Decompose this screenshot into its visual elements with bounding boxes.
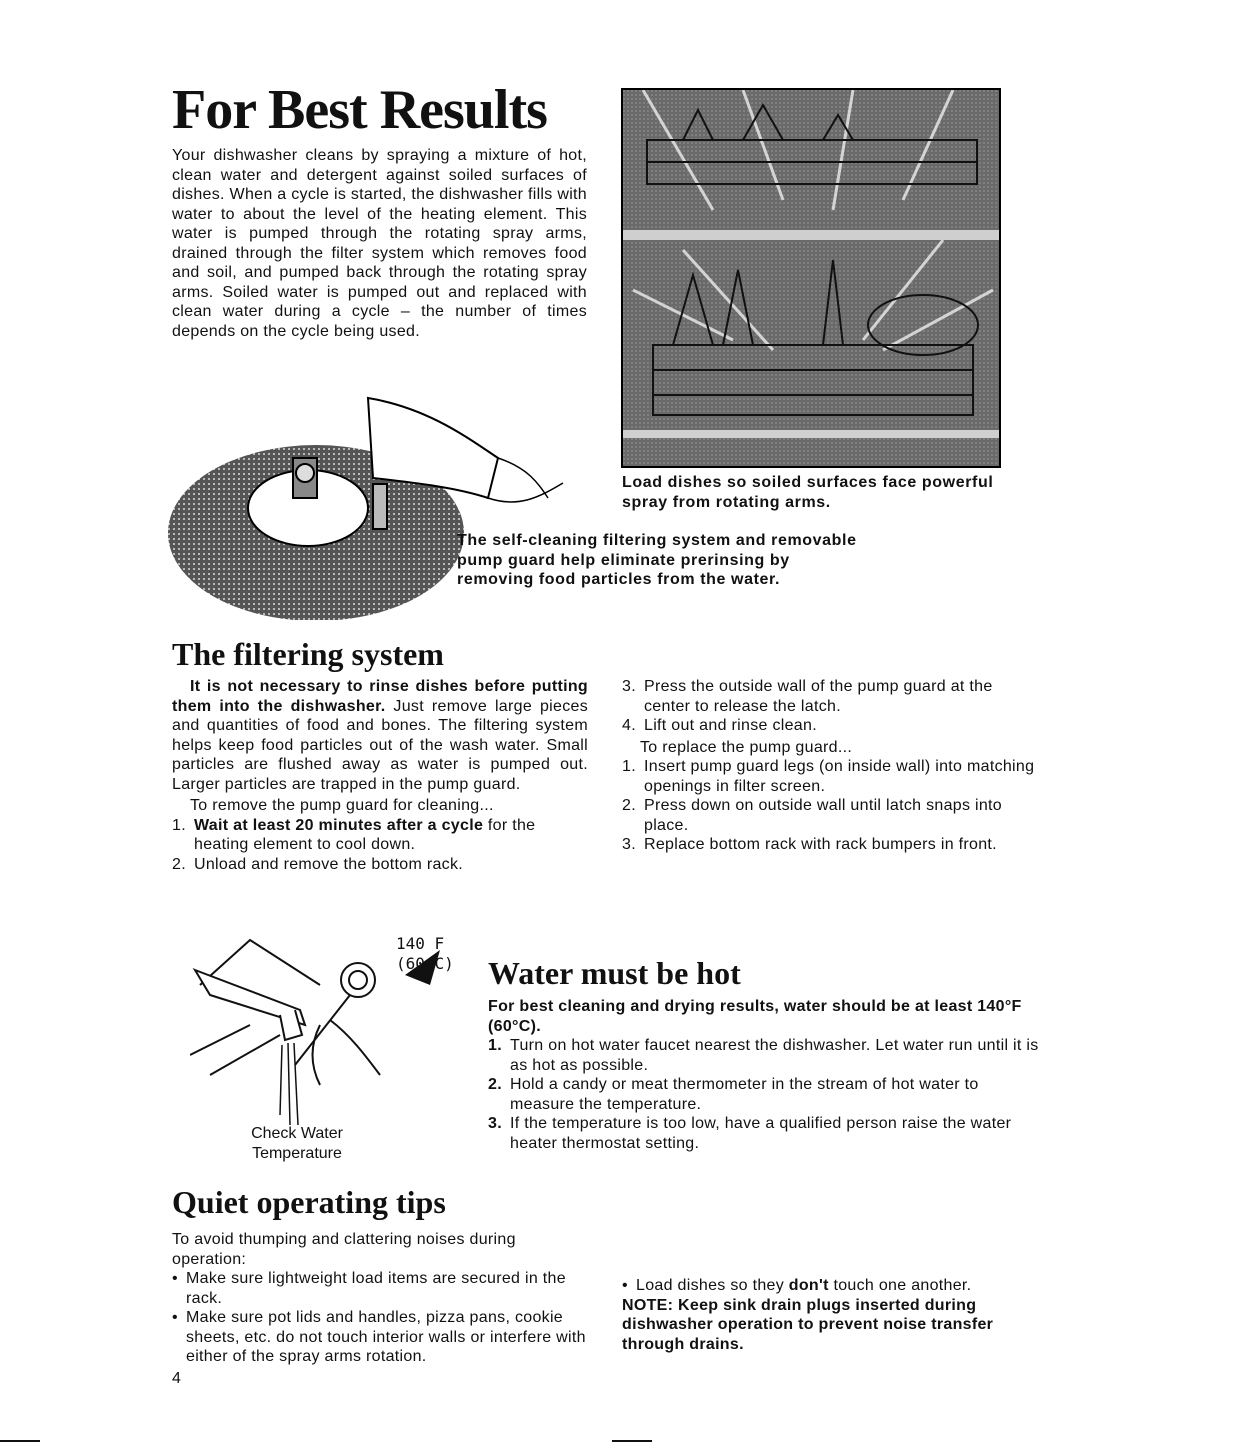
quiet-intro: To avoid thumping and clattering noises during operation: bbox=[172, 1231, 516, 1268]
remove-step-2-text: Unload and remove the bottom rack. bbox=[194, 855, 464, 873]
filter-caption: The self-cleaning filtering system and removable pump guard help eliminate prerinsing by removing food particles from the water. bbox=[457, 532, 857, 588]
dishwasher-illustration bbox=[623, 90, 999, 466]
remove-step-3 bbox=[622, 677, 1042, 716]
water-step-3-number: 3. bbox=[488, 1115, 502, 1132]
scan-mark-left bbox=[0, 1440, 40, 1442]
replace-step-3 bbox=[622, 835, 1042, 855]
replace-step-1-number: 1. bbox=[622, 758, 636, 775]
water-step-1 bbox=[488, 1036, 1044, 1075]
water-step-2 bbox=[488, 1075, 1044, 1114]
water-step-3 bbox=[488, 1114, 1044, 1153]
quiet-bullet-2 bbox=[172, 1308, 588, 1367]
water-step-2-text: Hold a candy or meat thermometer in the stream of hot water to measure the temperature. bbox=[510, 1076, 979, 1113]
dishwasher-photo bbox=[621, 88, 1001, 468]
thermometer-caption-line1: Check Water bbox=[251, 1125, 343, 1142]
quiet-bullet-1-text: Make sure lightweight load items are secured in the rack. bbox=[186, 1270, 566, 1307]
replace-step-2-text: Press down on outside wall until latch snaps into place. bbox=[644, 797, 1003, 834]
temperature-label bbox=[396, 934, 454, 974]
photo-caption: Load dishes so soiled surfaces face powerful spray from rotating arms. bbox=[622, 474, 994, 511]
filtering-left-column bbox=[172, 677, 588, 874]
filtering-heading: The filtering system bbox=[172, 636, 444, 672]
temperature-f: 140 F bbox=[396, 934, 445, 953]
remove-step-1-bold: Wait at least 20 minutes after a cycle bbox=[194, 816, 484, 834]
quiet-bullet-3-post: touch one another. bbox=[828, 1277, 972, 1294]
remove-step-4-text: Lift out and rinse clean. bbox=[644, 717, 817, 734]
remove-step-4 bbox=[622, 716, 1042, 736]
filtering-lead-text: Just remove large pieces and quantities of food and bones. The filtering system helps keep food particles out of the wash water. Small particles are flushed away as water is pumped out. Larger particles are trapped in the pump guard. bbox=[172, 697, 588, 793]
water-step-1-text: Turn on hot water faucet nearest the dishwasher. Let water run until it is as hot as possible. bbox=[510, 1037, 1039, 1074]
replace-intro: To replace the pump guard... bbox=[640, 738, 853, 756]
quiet-bullet-1 bbox=[172, 1269, 588, 1308]
scan-mark-center bbox=[612, 1440, 652, 1442]
filtering-right-column bbox=[622, 677, 1042, 855]
replace-step-2 bbox=[622, 796, 1042, 835]
replace-step-2-number: 2. bbox=[622, 797, 636, 814]
quiet-bullet-3-bold: don't bbox=[788, 1277, 829, 1294]
filtering-lead-bold: It is not necessary to rinse dishes before putting them into the dishwasher. bbox=[172, 678, 588, 715]
quiet-right-column bbox=[622, 1276, 1042, 1354]
remove-step-2-number: 2. bbox=[172, 855, 186, 873]
thermometer-caption-line2: Temperature bbox=[252, 1145, 342, 1162]
remove-step-1-text: for the heating element to cool down. bbox=[194, 816, 536, 853]
water-section bbox=[488, 997, 1044, 1153]
intro-paragraph: Your dishwasher cleans by spraying a mixture of hot, clean water and detergent against soiled surfaces of dishes. When a cycle is started, the dishwasher fills with water to about the level of the heating element. This water is pumped through the rotating spray arms, drained through the filter system which removes food and soil, and pumped back through the rotating spray arms. Soiled water is pumped out and replaced with clean water during a cycle – the number of times depends on the cycle being used. bbox=[172, 147, 587, 340]
page-number: 4 bbox=[172, 1370, 181, 1387]
water-lead: For best cleaning and drying results, water should be at least 140°F (60°C). bbox=[488, 998, 1022, 1035]
bullet-icon: • bbox=[172, 1270, 178, 1287]
quiet-left-column bbox=[172, 1230, 588, 1367]
filtering-lead bbox=[172, 677, 588, 794]
replace-step-1 bbox=[622, 757, 1042, 796]
temperature-c: (60 C) bbox=[396, 954, 454, 973]
quiet-bullet-3-pre: Load dishes so they bbox=[636, 1277, 789, 1294]
bullet-icon: • bbox=[172, 1309, 178, 1326]
replace-step-3-text: Replace bottom rack with rack bumpers in front. bbox=[644, 836, 997, 853]
remove-step-1 bbox=[172, 816, 588, 855]
water-heading: Water must be hot bbox=[488, 955, 741, 991]
remove-step-3-text: Press the outside wall of the pump guard at the center to release the latch. bbox=[644, 678, 993, 715]
remove-step-4-number: 4. bbox=[622, 717, 636, 734]
quiet-note: NOTE: Keep sink drain plugs inserted during dishwasher operation to prevent noise transfer through drains. bbox=[622, 1296, 994, 1353]
quiet-bullet-2-text: Make sure pot lids and handles, pizza pans, cookie sheets, etc. do not touch interior walls or interfere with either of the spray arms rotation. bbox=[186, 1309, 586, 1365]
page-title: For Best Results bbox=[172, 79, 547, 141]
remove-intro: To remove the pump guard for cleaning... bbox=[190, 797, 494, 814]
bullet-icon: • bbox=[622, 1277, 628, 1294]
remove-step-3-number: 3. bbox=[622, 678, 636, 695]
water-step-3-text: If the temperature is too low, have a qualified person raise the water heater thermostat setting. bbox=[510, 1115, 1012, 1152]
water-step-2-number: 2. bbox=[488, 1076, 502, 1093]
remove-step-1-number: 1. bbox=[172, 816, 186, 834]
water-step-1-number: 1. bbox=[488, 1037, 502, 1054]
thermometer-caption bbox=[222, 1124, 372, 1164]
replace-step-3-number: 3. bbox=[622, 836, 636, 853]
quiet-bullet-3 bbox=[622, 1276, 1042, 1296]
replace-step-1-text: Insert pump guard legs (on inside wall) into matching openings in filter screen. bbox=[644, 758, 1035, 795]
quiet-heading: Quiet operating tips bbox=[172, 1184, 446, 1220]
remove-step-2 bbox=[172, 855, 588, 875]
